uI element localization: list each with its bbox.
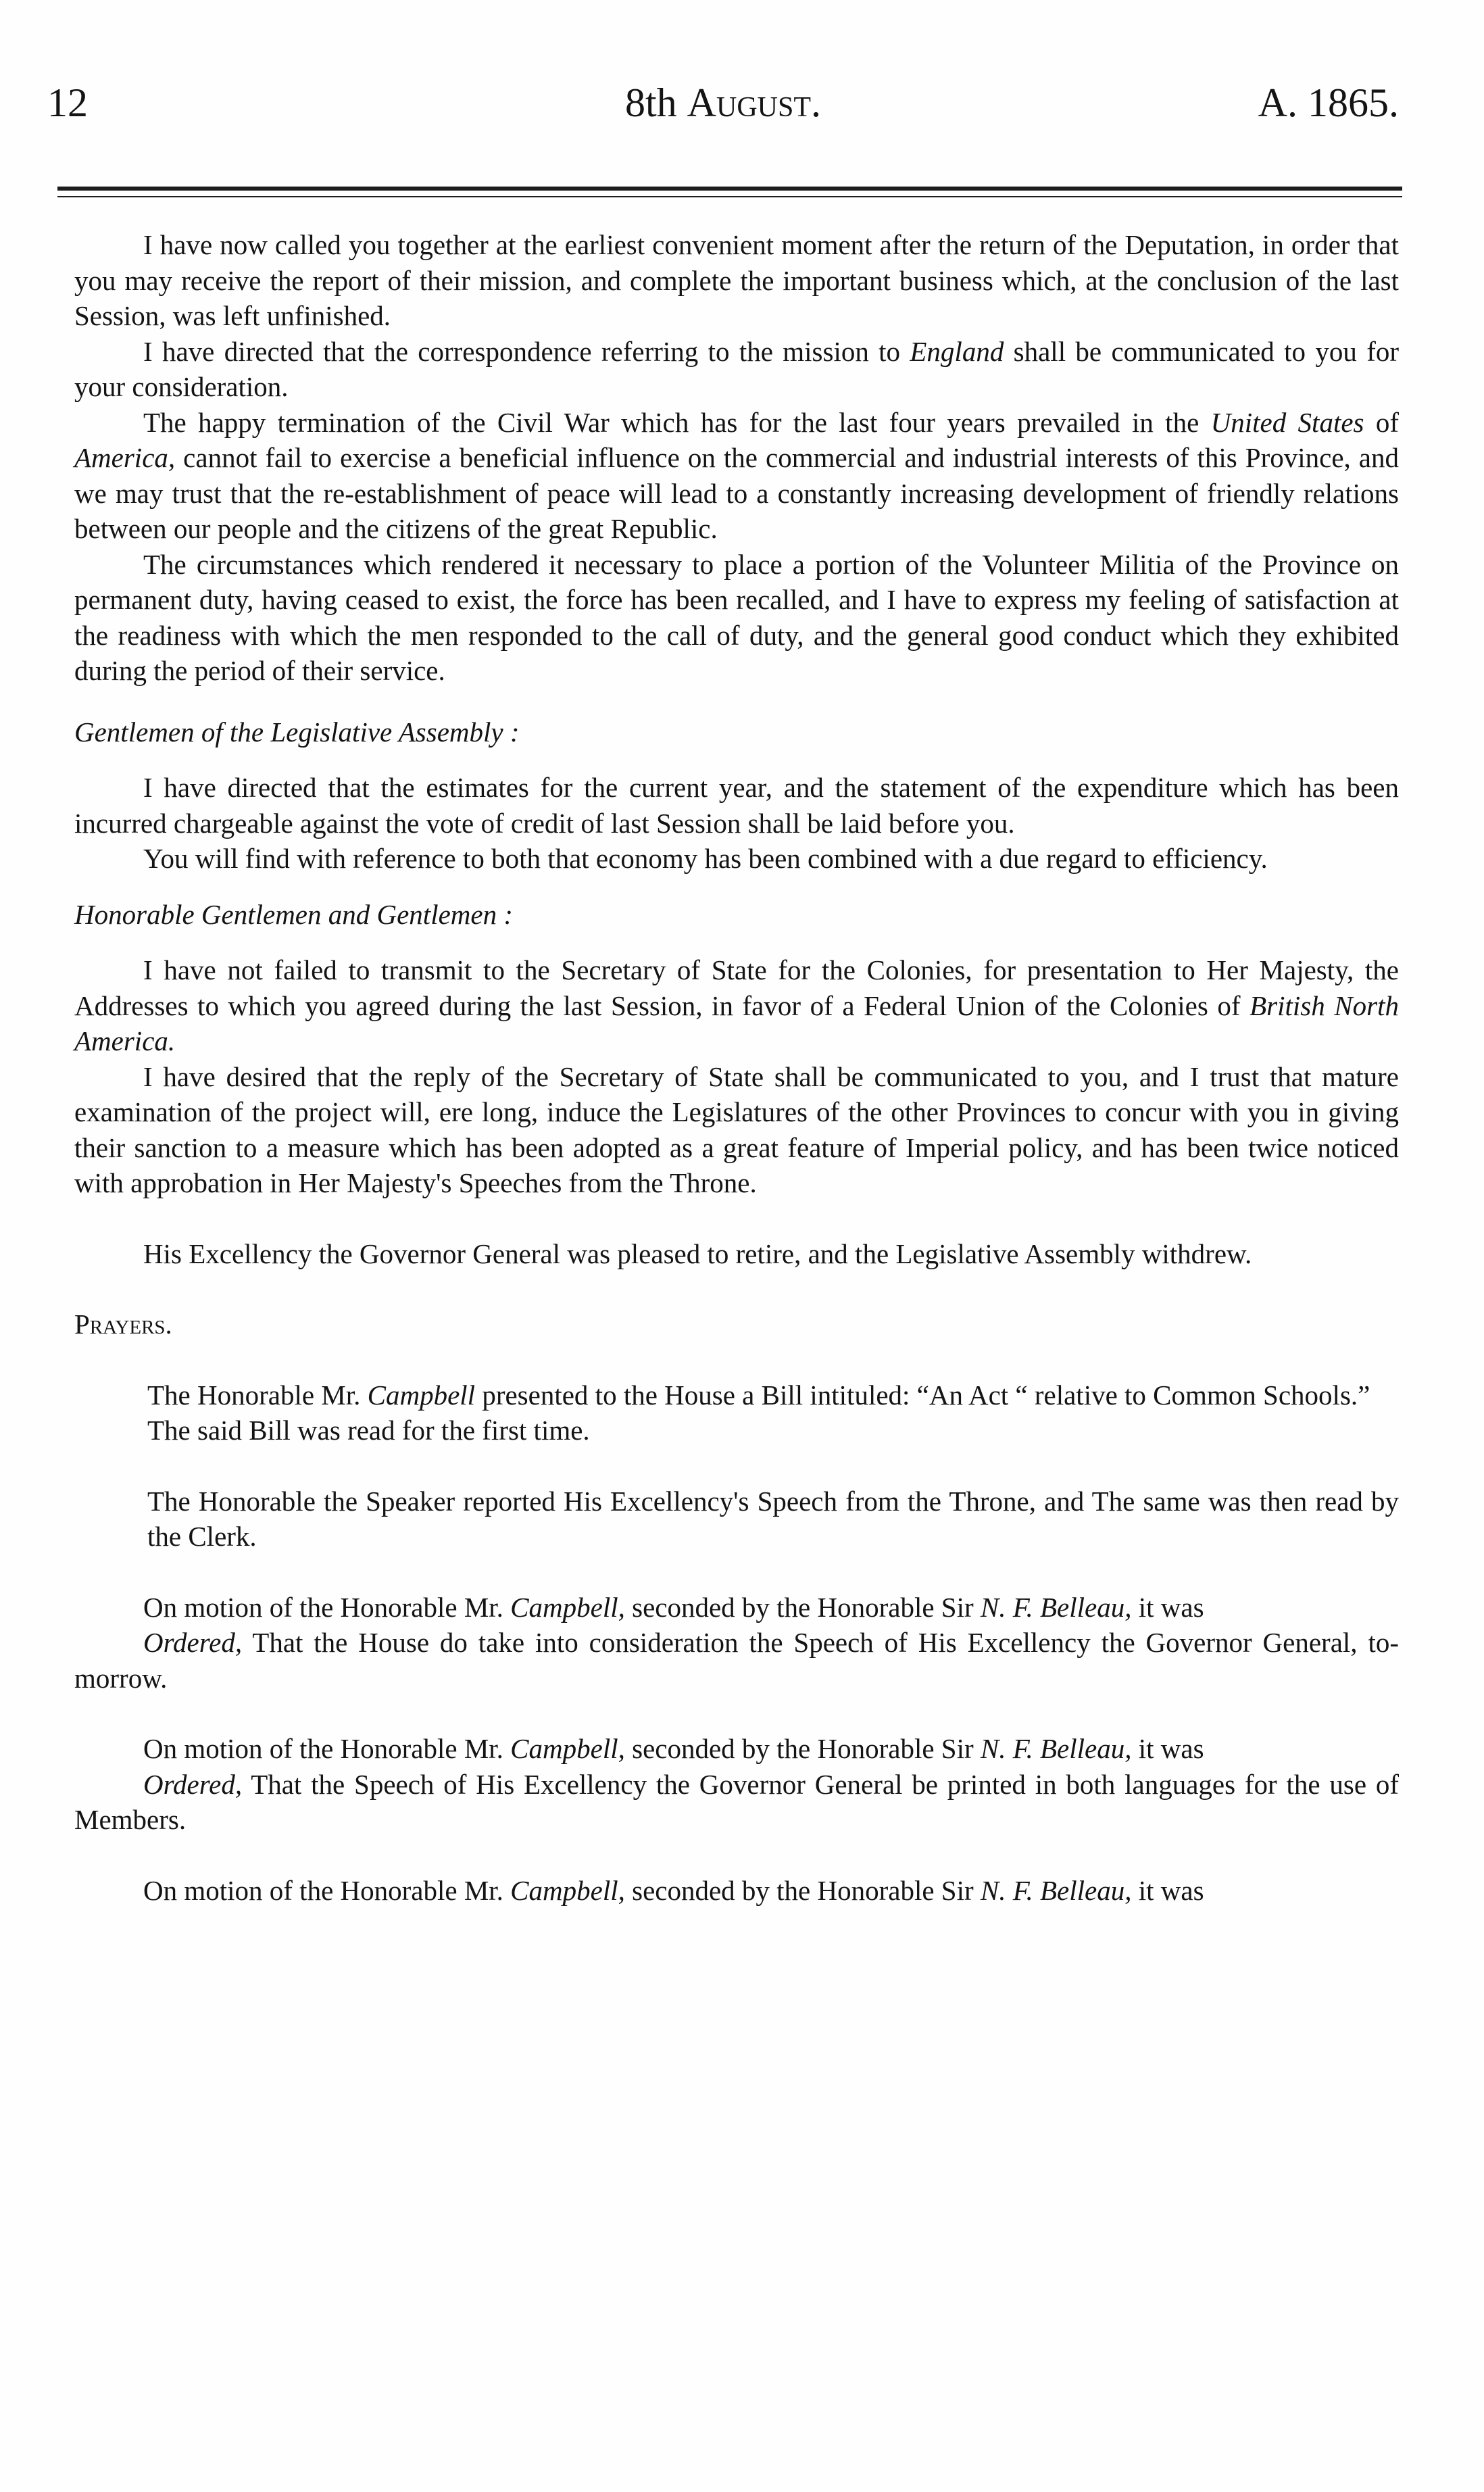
- document-body: [74, 227, 1399, 1908]
- italic-text: America,: [74, 442, 176, 473]
- page-header: [47, 80, 1399, 154]
- text-run: On motion of the Honorable Mr.: [143, 1733, 511, 1764]
- header-year: A. 1865.: [1258, 80, 1399, 125]
- text-run: seconded by the Honorable Sir: [624, 1591, 981, 1623]
- text-run: I have directed that the correspondence referring to the mission to: [143, 335, 910, 367]
- text-run: That the House do take into consideration the Speech of His Excellency the Governor General, to-morrow.: [74, 1627, 1399, 1694]
- text-run: cannot fail to exercise a beneficial influence on the commercial and industrial interests of this Province, and we may trust that the re-establishment of peace will lead to a constantly increasing development of friendly relations between our people and the citizens of the great Republic.: [74, 442, 1399, 544]
- bill-entry: [147, 1377, 1399, 1555]
- paragraph: You will find with reference to both that economy has been combined with a due regard to efficiency.: [143, 843, 1268, 874]
- page-number: 12: [47, 80, 88, 125]
- paragraph: His Excellency the Governor General was pleased to retire, and the Legislative Assembly withdrew.: [143, 1238, 1252, 1269]
- text-run: That the Speech of His Excellency the Governor General be printed in both languages for the use of Members.: [74, 1768, 1399, 1835]
- paragraph: The said Bill was read for the first time.: [147, 1415, 590, 1446]
- paragraph: I have now called you together at the earliest convenient moment after the return of the Deputation, in order that you may receive the report of their mission, and complete the important business which, at the conclusion of the last Session, was left unfinished.: [74, 229, 1399, 331]
- text-run: it was: [1131, 1874, 1204, 1906]
- header-date-day: 8th: [624, 80, 677, 125]
- paragraph: I have desired that the reply of the Secretary of State shall be communicated to you, and I trust that mature examination of the project will, ere long, induce the Legislatures of the other Provinces to concur with you in giving their sanction to a measure which has been adopted as a great feature of Imperial policy, and has been twice noticed with approbation in Her Majesty's Speeches from the Throne.: [74, 1060, 1399, 1198]
- header-rule-thick: [57, 187, 1402, 191]
- italic-text: England: [910, 335, 1004, 367]
- italic-text: British North America.: [74, 990, 1399, 1056]
- text-run: The happy termination of the Civil War which has for the last four years prevailed in the: [143, 406, 1211, 438]
- italic-text: N. F. Belleau,: [980, 1591, 1132, 1623]
- section-heading-prayers: Prayers.: [74, 1309, 172, 1340]
- text-run: The Honorable Mr.: [147, 1379, 368, 1411]
- paragraph: I have directed that the estimates for the current year, and the statement of the expenditure which has been incurred chargeable against the vote of credit of last Session shall be laid before you.: [74, 772, 1399, 839]
- text-run: seconded by the Honorable Sir: [624, 1733, 981, 1764]
- italic-text: N. F. Belleau,: [980, 1733, 1132, 1764]
- paragraph: [74, 1590, 1399, 1626]
- italic-text: N. F. Belleau,: [980, 1874, 1132, 1906]
- italic-text: United States: [1210, 406, 1364, 438]
- italic-text: Campbell,: [510, 1591, 625, 1623]
- section-heading: Gentlemen of the Legislative Assembly :: [74, 716, 520, 748]
- italic-text: Campbell: [367, 1379, 476, 1411]
- italic-text: Ordered,: [143, 1627, 243, 1658]
- italic-text: Campbell,: [510, 1733, 625, 1764]
- text-run: On motion of the Honorable Mr.: [143, 1874, 511, 1906]
- text-run: On motion of the Honorable Mr.: [143, 1591, 511, 1623]
- header-rule-thin: [57, 196, 1402, 197]
- paragraph: [74, 1873, 1399, 1909]
- text-run: I have not failed to transmit to the Secretary of State for the Colonies, for presentation to Her Majesty, the Addresses to which you agreed during the last Session, in favor of a Federal Union of the Colonies of: [74, 954, 1399, 1021]
- section-heading: Honorable Gentlemen and Gentlemen :: [74, 898, 513, 930]
- paragraph: [74, 334, 1399, 405]
- text-run: it was: [1131, 1591, 1204, 1623]
- header-date: [47, 80, 1399, 126]
- paragraph: [74, 1731, 1399, 1767]
- paragraph: [74, 1767, 1399, 1838]
- text-run: it was: [1131, 1733, 1204, 1764]
- text-run: shall be communicated to you for your consideration.: [74, 335, 1399, 402]
- paragraph: [147, 1377, 1399, 1413]
- text-run: of: [1364, 406, 1399, 438]
- text-run: presented to the House a Bill intituled: “An Act “ relative to Common Schools.”: [475, 1379, 1370, 1411]
- paragraph: The circumstances which rendered it necessary to place a portion of the Volunteer Militia of the Province on permanent duty, having ceased to exist, the force has been recalled, and I have to express my feeling of satisfaction at the readiness with which the men responded to the call of duty, and the general good conduct which they exhibited during the period of their service.: [74, 548, 1399, 686]
- paragraph: [74, 952, 1399, 1059]
- header-date-month: August.: [687, 80, 821, 125]
- italic-text: Campbell,: [510, 1874, 625, 1906]
- text-run: seconded by the Honorable Sir: [624, 1874, 981, 1906]
- paragraph: [74, 1625, 1399, 1696]
- paragraph: The Honorable the Speaker reported His Excellency's Speech from the Throne, and The same was then read by the Clerk.: [147, 1485, 1399, 1552]
- italic-text: Ordered,: [143, 1768, 243, 1800]
- paragraph: [74, 405, 1399, 547]
